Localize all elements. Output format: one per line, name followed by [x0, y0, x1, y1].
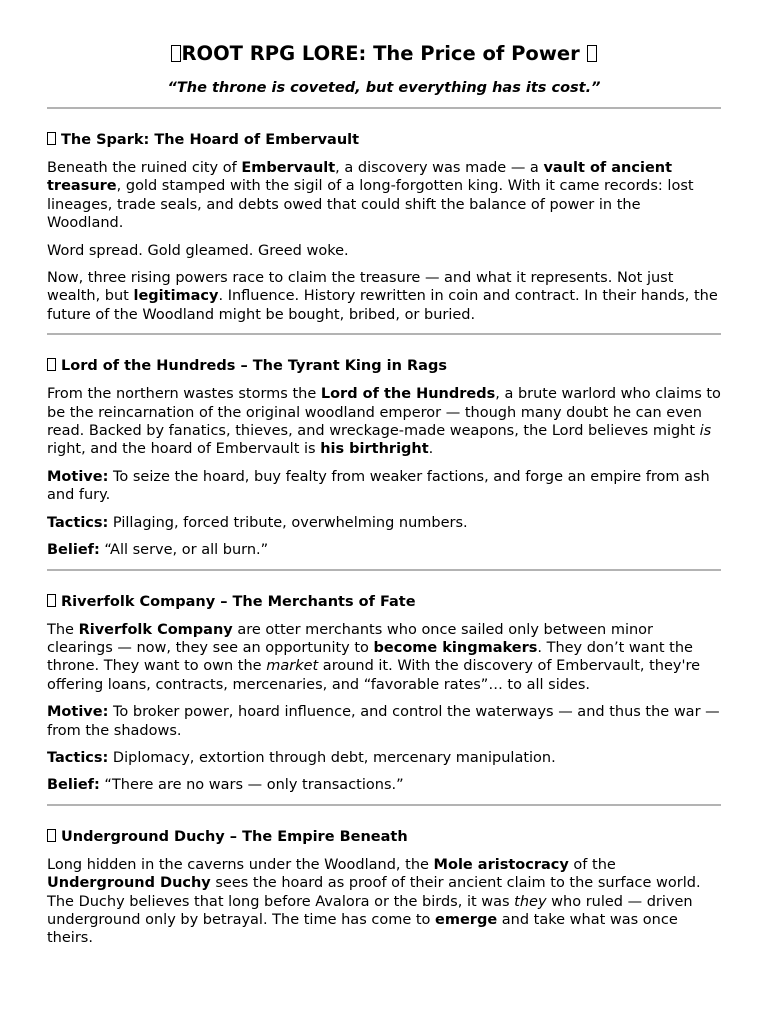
- missing-glyph-icon: [47, 594, 56, 607]
- text-run: . They don’t want the throne. They want to own the: [47, 639, 693, 675]
- section-heading: [47, 828, 721, 846]
- text-run: , gold stamped with the sigil of a long-forgotten king. With it came records: lost lineages, trade seals, and debts owed that could shift the balance of power in the Woodland.: [47, 178, 694, 232]
- paragraph: [47, 749, 721, 767]
- text-run: Belief:: [47, 777, 100, 794]
- text-run: From the northern wastes storms the: [47, 386, 321, 403]
- text-run: “All serve, or all burn.”: [99, 542, 269, 559]
- section: [47, 109, 721, 324]
- text-run: around it. With the discovery of Embervault, they're offering loans, contracts, mercenaries, and “favorable rates”… to all sides.: [47, 658, 701, 693]
- text-run: Tactics:: [47, 514, 109, 531]
- section-heading-text: The Spark: The Hoard of Embervault: [61, 132, 360, 148]
- text-run: who ruled — driven underground only by betrayal. The time has come to: [47, 893, 693, 928]
- text-run: sees the hoard as proof of their ancient claim to the surface world. The Duchy believes that long before Avalora or the birds, it was: [47, 875, 701, 910]
- text-run: Tactics:: [47, 749, 109, 766]
- text-run: is: [699, 423, 712, 440]
- text-run: Underground Duchy: [47, 875, 211, 892]
- page-subtitle: “The throne is coveted, but everything has its cost.”: [167, 80, 601, 96]
- paragraph: [47, 514, 721, 532]
- paragraph: [47, 621, 721, 695]
- text-run: Long hidden in the caverns under the Woodland, the: [47, 856, 434, 873]
- paragraph: [47, 776, 721, 794]
- text-run: vault of ancient treasure: [47, 160, 673, 195]
- text-run: are otter merchants who once sailed only between minor clearings — now, they see an opportunity to: [47, 621, 654, 656]
- missing-glyph-icon: [47, 132, 56, 145]
- section-heading-text: Lord of the Hundreds – The Tyrant King in Rags: [61, 358, 447, 375]
- text-run: Riverfolk Company: [78, 621, 233, 638]
- page-title-text: ROOT RPG LORE: The Price of Power: [181, 42, 580, 65]
- paragraph: [47, 242, 721, 260]
- text-run: The: [47, 621, 79, 638]
- paragraph: [47, 269, 721, 324]
- text-run: Embervault: [241, 160, 336, 176]
- text-run: emerge: [435, 911, 498, 928]
- paragraph: [47, 159, 721, 233]
- text-run: right, and the hoard of Embervault is: [47, 441, 321, 458]
- paragraph: [47, 856, 721, 948]
- text-run: , a brute warlord who claims to be the reincarnation of the original woodland emperor — though many doubt he can even read. Backed by fanatics, thieves, and wreckage-made weapons, the Lord believes might: [47, 386, 721, 440]
- text-run: they: [514, 893, 547, 910]
- missing-glyph-icon: [171, 45, 181, 62]
- missing-glyph-icon: [587, 45, 597, 62]
- section: [47, 571, 721, 795]
- section: [47, 335, 721, 559]
- page-title: [47, 40, 721, 68]
- text-run: market: [266, 658, 319, 675]
- text-run: Lord of the Hundreds: [320, 386, 496, 403]
- text-run: To seize the hoard, buy fealty from weaker factions, and forge an empire from ash and fury.: [47, 468, 710, 504]
- paragraph: [47, 703, 721, 740]
- text-run: To broker power, hoard influence, and control the waterways — and thus the war — from the shadows.: [47, 704, 720, 739]
- section: [47, 806, 721, 948]
- text-run: Now, three rising powers race to claim the treasure — and what it represents. Not just wealth, but: [47, 270, 674, 305]
- text-run: Diplomacy, extortion through debt, mercenary manipulation.: [108, 749, 556, 766]
- text-run: his birthright: [320, 441, 429, 458]
- text-run: and take what was once theirs.: [47, 911, 678, 947]
- section-heading: [47, 593, 721, 611]
- text-run: Motive:: [47, 704, 109, 721]
- paragraph: [47, 468, 721, 505]
- text-run: become kingmakers: [373, 639, 538, 656]
- sections-container: [47, 109, 721, 948]
- section-heading-text: Underground Duchy – The Empire Beneath: [61, 828, 408, 845]
- text-run: , a discovery was made — a: [335, 160, 544, 176]
- section-heading: [47, 131, 721, 149]
- text-run: Motive:: [47, 468, 109, 485]
- paragraph: [47, 541, 721, 559]
- section-heading: [47, 357, 721, 375]
- text-run: Word spread. Gold gleamed. Greed woke.: [47, 242, 349, 259]
- text-run: . Influence. History rewritten in coin and contract. In their hands, the future of the Woodland might be bought, bribed, or buried.: [47, 288, 718, 323]
- text-run: Beneath the ruined city of: [47, 160, 242, 176]
- text-run: legitimacy: [133, 288, 219, 305]
- text-run: “There are no wars — only transactions.”: [99, 777, 404, 794]
- text-run: .: [428, 441, 434, 458]
- text-run: Pillaging, forced tribute, overwhelming numbers.: [108, 514, 468, 531]
- missing-glyph-icon: [47, 829, 56, 842]
- text-run: of the: [568, 856, 616, 873]
- paragraph: [47, 385, 721, 459]
- section-heading-text: Riverfolk Company – The Merchants of Fate: [61, 593, 416, 610]
- text-run: Belief:: [47, 542, 100, 559]
- missing-glyph-icon: [47, 358, 56, 371]
- text-run: Mole aristocracy: [433, 856, 569, 873]
